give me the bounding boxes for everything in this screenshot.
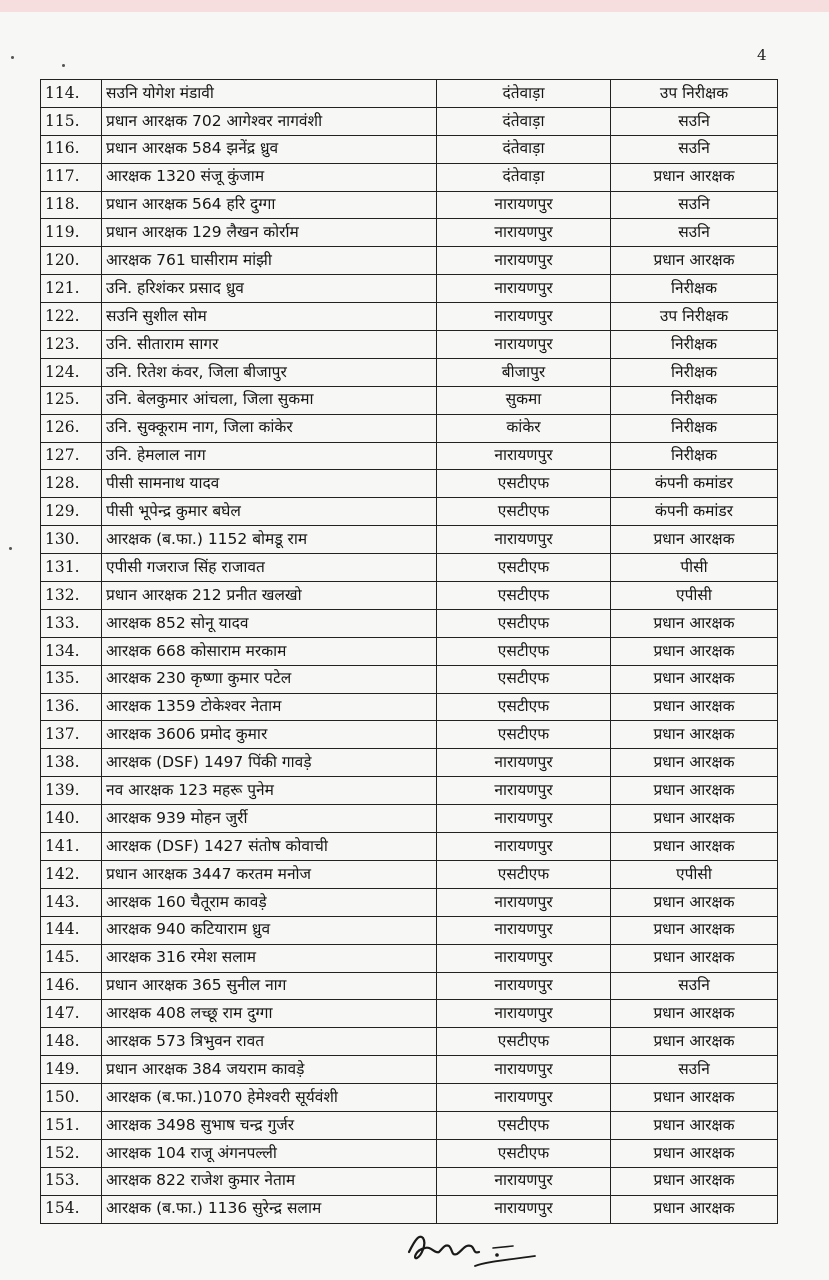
serial-number-cell: 127. (41, 442, 102, 470)
table-row (41, 414, 778, 442)
district-unit-cell: कांकेर (437, 414, 611, 442)
serial-number-cell: 144. (41, 916, 102, 944)
district-unit-cell: नारायणपुर (437, 916, 611, 944)
table-row (41, 1167, 778, 1195)
rank-cell: प्रधान आरक्षक (611, 721, 778, 749)
serial-number-cell: 147. (41, 1000, 102, 1028)
district-unit-cell: एसटीएफ (437, 1111, 611, 1139)
name-designation-cell: आरक्षक (ब.फा.) 1152 बोमडू राम (102, 526, 437, 554)
rank-cell: उप निरीक्षक (611, 303, 778, 331)
rank-cell: एपीसी (611, 582, 778, 610)
name-designation-cell: नव आरक्षक 123 महरू पुनेम (102, 777, 437, 805)
name-designation-cell: प्रधान आरक्षक 365 सुनील नाग (102, 972, 437, 1000)
name-designation-cell: आरक्षक 230 कृष्णा कुमार पटेल (102, 665, 437, 693)
table-row (41, 749, 778, 777)
serial-number-cell: 140. (41, 805, 102, 833)
rank-cell: निरीक्षक (611, 358, 778, 386)
serial-number-cell: 129. (41, 498, 102, 526)
district-unit-cell: बीजापुर (437, 358, 611, 386)
rank-cell: प्रधान आरक्षक (611, 163, 778, 191)
serial-number-cell: 128. (41, 470, 102, 498)
name-designation-cell: पीसी भूपेन्द्र कुमार बघेल (102, 498, 437, 526)
name-designation-cell: उनि. हरिशंकर प्रसाद ध्रुव (102, 275, 437, 303)
rank-cell: प्रधान आरक्षक (611, 1167, 778, 1195)
page-number: 4 (757, 46, 767, 64)
name-designation-cell: प्रधान आरक्षक 129 लैखन कोर्राम (102, 219, 437, 247)
serial-number-cell: 114. (41, 80, 102, 108)
table-row (41, 358, 778, 386)
name-designation-cell: उनि. बेलकुमार आंचला, जिला सुकमा (102, 386, 437, 414)
rank-cell: प्रधान आरक्षक (611, 1028, 778, 1056)
name-designation-cell: आरक्षक 852 सोनू यादव (102, 609, 437, 637)
serial-number-cell: 130. (41, 526, 102, 554)
district-unit-cell: नारायणपुर (437, 833, 611, 861)
table-row (41, 1139, 778, 1167)
district-unit-cell: नारायणपुर (437, 303, 611, 331)
rank-cell: कंपनी कमांडर (611, 498, 778, 526)
rank-cell: सउनि (611, 972, 778, 1000)
table-row (41, 609, 778, 637)
serial-number-cell: 119. (41, 219, 102, 247)
serial-number-cell: 154. (41, 1195, 102, 1223)
table-row (41, 860, 778, 888)
table-row (41, 191, 778, 219)
serial-number-cell: 136. (41, 693, 102, 721)
serial-number-cell: 152. (41, 1139, 102, 1167)
name-designation-cell: उनि. हेमलाल नाग (102, 442, 437, 470)
rank-cell: उप निरीक्षक (611, 80, 778, 108)
table-row (41, 554, 778, 582)
district-unit-cell: एसटीएफ (437, 554, 611, 582)
district-unit-cell: नारायणपुर (437, 1056, 611, 1084)
district-unit-cell: दंतेवाड़ा (437, 80, 611, 108)
table-row (41, 498, 778, 526)
rank-cell: सउनि (611, 219, 778, 247)
rank-cell: निरीक्षक (611, 275, 778, 303)
rank-cell: प्रधान आरक्षक (611, 888, 778, 916)
serial-number-cell: 153. (41, 1167, 102, 1195)
serial-number-cell: 142. (41, 860, 102, 888)
district-unit-cell: नारायणपुर (437, 526, 611, 554)
name-designation-cell: आरक्षक 668 कोसाराम मरकाम (102, 637, 437, 665)
rank-cell: प्रधान आरक्षक (611, 526, 778, 554)
rank-cell: सउनि (611, 1056, 778, 1084)
serial-number-cell: 137. (41, 721, 102, 749)
serial-number-cell: 139. (41, 777, 102, 805)
district-unit-cell: दंतेवाड़ा (437, 135, 611, 163)
table-row (41, 107, 778, 135)
rank-cell: प्रधान आरक्षक (611, 693, 778, 721)
district-unit-cell: नारायणपुर (437, 805, 611, 833)
name-designation-cell: आरक्षक 761 घासीराम मांझी (102, 247, 437, 275)
rank-cell: निरीक्षक (611, 414, 778, 442)
table-row (41, 135, 778, 163)
rank-cell: एपीसी (611, 860, 778, 888)
table-row (41, 470, 778, 498)
name-designation-cell: प्रधान आरक्षक 212 प्रनीत खलखो (102, 582, 437, 610)
table-row (41, 721, 778, 749)
rank-cell: कंपनी कमांडर (611, 470, 778, 498)
table-row (41, 665, 778, 693)
name-designation-cell: उनि. सुक्कूराम नाग, जिला कांकेर (102, 414, 437, 442)
name-designation-cell: आरक्षक (ब.फा.)1070 हेमेश्वरी सूर्यवंशी (102, 1084, 437, 1112)
name-designation-cell: आरक्षक (ब.फा.) 1136 सुरेन्द्र सलाम (102, 1195, 437, 1223)
name-designation-cell: प्रधान आरक्षक 384 जयराम कावड़े (102, 1056, 437, 1084)
serial-number-cell: 149. (41, 1056, 102, 1084)
serial-number-cell: 141. (41, 833, 102, 861)
serial-number-cell: 148. (41, 1028, 102, 1056)
table-row (41, 693, 778, 721)
rank-cell: प्रधान आरक्षक (611, 247, 778, 275)
table-row (41, 1056, 778, 1084)
rank-cell: सउनि (611, 135, 778, 163)
serial-number-cell: 133. (41, 609, 102, 637)
serial-number-cell: 121. (41, 275, 102, 303)
district-unit-cell: दंतेवाड़ा (437, 163, 611, 191)
table-row (41, 219, 778, 247)
name-designation-cell: आरक्षक 573 त्रिभुवन रावत (102, 1028, 437, 1056)
name-designation-cell: प्रधान आरक्षक 564 हरि दुग्गा (102, 191, 437, 219)
district-unit-cell: नारायणपुर (437, 972, 611, 1000)
rank-cell: प्रधान आरक्षक (611, 805, 778, 833)
scan-speck (62, 64, 65, 67)
district-unit-cell: नारायणपुर (437, 1167, 611, 1195)
table-row (41, 80, 778, 108)
serial-number-cell: 123. (41, 331, 102, 359)
rank-cell: प्रधान आरक्षक (611, 609, 778, 637)
district-unit-cell: नारायणपुर (437, 247, 611, 275)
district-unit-cell: एसटीएफ (437, 498, 611, 526)
rank-cell: प्रधान आरक्षक (611, 777, 778, 805)
serial-number-cell: 145. (41, 944, 102, 972)
rank-cell: प्रधान आरक्षक (611, 1000, 778, 1028)
serial-number-cell: 134. (41, 637, 102, 665)
table-row (41, 331, 778, 359)
table-row (41, 944, 778, 972)
table-row (41, 275, 778, 303)
personnel-table-body (41, 80, 778, 1224)
district-unit-cell: एसटीएफ (437, 609, 611, 637)
rank-cell: प्रधान आरक्षक (611, 833, 778, 861)
district-unit-cell: एसटीएफ (437, 582, 611, 610)
district-unit-cell: नारायणपुर (437, 331, 611, 359)
district-unit-cell: एसटीएफ (437, 1028, 611, 1056)
rank-cell: प्रधान आरक्षक (611, 1139, 778, 1167)
top-strip (0, 0, 829, 12)
table-row (41, 972, 778, 1000)
district-unit-cell: नारायणपुर (437, 888, 611, 916)
table-row (41, 582, 778, 610)
serial-number-cell: 151. (41, 1111, 102, 1139)
rank-cell: प्रधान आरक्षक (611, 1084, 778, 1112)
district-unit-cell: नारायणपुर (437, 442, 611, 470)
name-designation-cell: आरक्षक 1320 संजू कुंजाम (102, 163, 437, 191)
table-row (41, 1111, 778, 1139)
rank-cell: प्रधान आरक्षक (611, 1111, 778, 1139)
table-row (41, 526, 778, 554)
rank-cell: प्रधान आरक्षक (611, 944, 778, 972)
scan-speck (11, 56, 14, 59)
district-unit-cell: एसटीएफ (437, 637, 611, 665)
district-unit-cell: नारायणपुर (437, 749, 611, 777)
table-row (41, 247, 778, 275)
name-designation-cell: प्रधान आरक्षक 584 झनेंद्र ध्रुव (102, 135, 437, 163)
rank-cell: प्रधान आरक्षक (611, 665, 778, 693)
district-unit-cell: एसटीएफ (437, 1139, 611, 1167)
district-unit-cell: सुकमा (437, 386, 611, 414)
table-row (41, 303, 778, 331)
district-unit-cell: एसटीएफ (437, 665, 611, 693)
district-unit-cell: दंतेवाड़ा (437, 107, 611, 135)
rank-cell: सउनि (611, 107, 778, 135)
table-row (41, 777, 778, 805)
table-row (41, 1084, 778, 1112)
serial-number-cell: 116. (41, 135, 102, 163)
name-designation-cell: आरक्षक (DSF) 1427 संतोष कोवाची (102, 833, 437, 861)
name-designation-cell: उनि. रितेश कंवर, जिला बीजापुर (102, 358, 437, 386)
district-unit-cell: नारायणपुर (437, 944, 611, 972)
serial-number-cell: 135. (41, 665, 102, 693)
table-row (41, 916, 778, 944)
district-unit-cell: नारायणपुर (437, 1195, 611, 1223)
scan-speck (9, 547, 12, 550)
table-row (41, 1195, 778, 1223)
serial-number-cell: 150. (41, 1084, 102, 1112)
table-row (41, 805, 778, 833)
serial-number-cell: 117. (41, 163, 102, 191)
rank-cell: प्रधान आरक्षक (611, 1195, 778, 1223)
name-designation-cell: आरक्षक 1359 टोकेश्वर नेताम (102, 693, 437, 721)
rank-cell: निरीक्षक (611, 331, 778, 359)
table-row (41, 442, 778, 470)
name-designation-cell: आरक्षक 408 लच्छू राम दुग्गा (102, 1000, 437, 1028)
name-designation-cell: प्रधान आरक्षक 3447 करतम मनोज (102, 860, 437, 888)
district-unit-cell: नारायणपुर (437, 191, 611, 219)
name-designation-cell: आरक्षक 316 रमेश सलाम (102, 944, 437, 972)
district-unit-cell: एसटीएफ (437, 470, 611, 498)
name-designation-cell: आरक्षक 160 चैतूराम कावड़े (102, 888, 437, 916)
district-unit-cell: नारायणपुर (437, 1084, 611, 1112)
name-designation-cell: प्रधान आरक्षक 702 आगेश्वर नागवंशी (102, 107, 437, 135)
name-designation-cell: आरक्षक 940 कटियाराम ध्रुव (102, 916, 437, 944)
name-designation-cell: पीसी सामनाथ यादव (102, 470, 437, 498)
district-unit-cell: एसटीएफ (437, 721, 611, 749)
handwritten-signature (405, 1222, 545, 1272)
serial-number-cell: 115. (41, 107, 102, 135)
name-designation-cell: आरक्षक 104 राजू अंगनपल्ली (102, 1139, 437, 1167)
serial-number-cell: 126. (41, 414, 102, 442)
serial-number-cell: 132. (41, 582, 102, 610)
name-designation-cell: आरक्षक 3498 सुभाष चन्द्र गुर्जर (102, 1111, 437, 1139)
name-designation-cell: सउनि योगेश मंडावी (102, 80, 437, 108)
serial-number-cell: 118. (41, 191, 102, 219)
rank-cell: पीसी (611, 554, 778, 582)
table-row (41, 1028, 778, 1056)
district-unit-cell: नारायणपुर (437, 1000, 611, 1028)
serial-number-cell: 138. (41, 749, 102, 777)
table-row (41, 386, 778, 414)
table-row (41, 1000, 778, 1028)
district-unit-cell: नारायणपुर (437, 777, 611, 805)
name-designation-cell: आरक्षक 3606 प्रमोद कुमार (102, 721, 437, 749)
district-unit-cell: एसटीएफ (437, 693, 611, 721)
table-row (41, 888, 778, 916)
serial-number-cell: 122. (41, 303, 102, 331)
serial-number-cell: 120. (41, 247, 102, 275)
serial-number-cell: 143. (41, 888, 102, 916)
name-designation-cell: एपीसी गजराज सिंह राजावत (102, 554, 437, 582)
district-unit-cell: नारायणपुर (437, 275, 611, 303)
serial-number-cell: 131. (41, 554, 102, 582)
serial-number-cell: 146. (41, 972, 102, 1000)
serial-number-cell: 125. (41, 386, 102, 414)
name-designation-cell: आरक्षक 822 राजेश कुमार नेताम (102, 1167, 437, 1195)
rank-cell: निरीक्षक (611, 442, 778, 470)
serial-number-cell: 124. (41, 358, 102, 386)
personnel-table (40, 79, 778, 1224)
table-row (41, 637, 778, 665)
rank-cell: प्रधान आरक्षक (611, 637, 778, 665)
name-designation-cell: आरक्षक 939 मोहन जुर्री (102, 805, 437, 833)
rank-cell: सउनि (611, 191, 778, 219)
rank-cell: प्रधान आरक्षक (611, 749, 778, 777)
name-designation-cell: आरक्षक (DSF) 1497 पिंकी गावड़े (102, 749, 437, 777)
rank-cell: प्रधान आरक्षक (611, 916, 778, 944)
name-designation-cell: सउनि सुशील सोम (102, 303, 437, 331)
rank-cell: निरीक्षक (611, 386, 778, 414)
table-row (41, 163, 778, 191)
table-row (41, 833, 778, 861)
name-designation-cell: उनि. सीताराम सागर (102, 331, 437, 359)
district-unit-cell: नारायणपुर (437, 219, 611, 247)
district-unit-cell: एसटीएफ (437, 860, 611, 888)
